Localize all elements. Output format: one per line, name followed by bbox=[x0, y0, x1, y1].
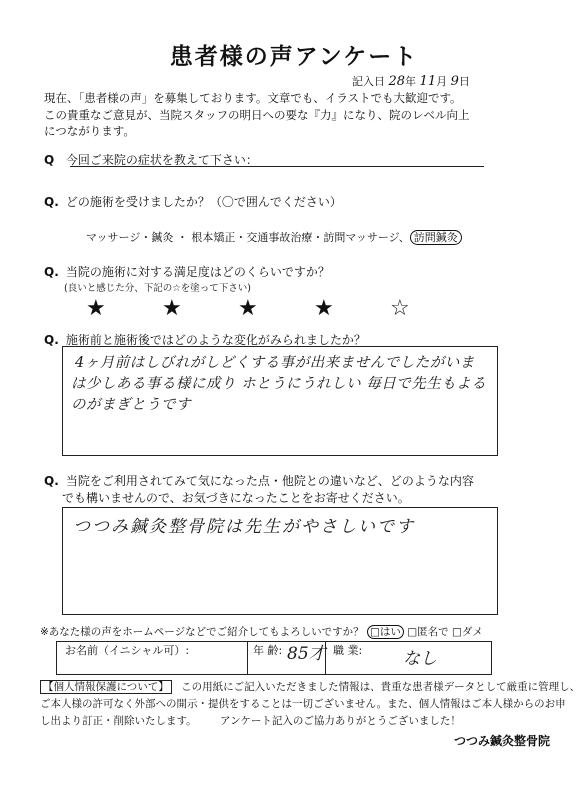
treatment-options bbox=[86, 229, 462, 245]
handwritten-feedback: つつみ鍼灸整骨院は先生がやさしいです bbox=[73, 517, 415, 537]
date-day: 9 bbox=[450, 74, 459, 89]
question-5-text-line1: 当院をご利用されてみて気になった点・他院との違いなど、どのような内容 bbox=[65, 474, 474, 488]
publication-permission bbox=[40, 624, 483, 639]
answer-box-feedback[interactable] bbox=[62, 507, 498, 615]
date-year: 28 bbox=[388, 74, 406, 89]
filled-star-icon[interactable]: ★ bbox=[238, 296, 258, 321]
clinic-name: つつみ鍼灸整骨院 bbox=[453, 734, 550, 748]
handwritten-answer-line: のがまぎとうです bbox=[71, 397, 191, 413]
date-month: 11 bbox=[419, 74, 437, 89]
question-mark: Q bbox=[44, 153, 55, 167]
question-2 bbox=[44, 193, 342, 210]
question-3-instruction: (良いと感じた分、下記の☆を塗って下さい) bbox=[64, 283, 251, 294]
privacy-heading: 【個人情報保護について】 bbox=[40, 680, 172, 694]
question-mark: Q. bbox=[44, 265, 59, 279]
privacy-line: ご本人様の許可なく外部への開示・提供をすることは一切ございません。また、個人情報はご本人様からのお申 bbox=[40, 698, 566, 710]
question-1-text: 今回ご来院の症状を教えて下さい： bbox=[65, 153, 258, 167]
handwritten-answer-line: は少しある事る様に成り ホとうにうれしい 毎日で先生もよる bbox=[71, 376, 487, 392]
intro-line: につながります。 bbox=[44, 124, 135, 138]
age-label: 年 齢: bbox=[253, 644, 283, 657]
cell-divider bbox=[325, 642, 326, 674]
question-mark: Q. bbox=[44, 474, 59, 488]
permission-anonymous-option[interactable]: □匿名で bbox=[407, 626, 449, 638]
question-5 bbox=[44, 472, 474, 489]
empty-star-icon[interactable]: ☆ bbox=[390, 296, 410, 321]
cell-divider bbox=[247, 642, 248, 674]
question-mark: Q. bbox=[44, 195, 59, 209]
privacy-notice bbox=[40, 679, 581, 730]
answer-box-changes[interactable] bbox=[62, 346, 498, 456]
treatment-options-list: マッサージ・鍼灸 ・ 根本矯正・交通事故治療・訪問マッサージ、 bbox=[86, 231, 410, 244]
name-label: お名前（イニシャル可）: bbox=[65, 644, 190, 657]
respondent-info-table bbox=[56, 641, 492, 675]
filled-star-icon[interactable]: ★ bbox=[86, 296, 106, 321]
thanks-message: アンケート記入のご協力ありがとうございました！ bbox=[220, 715, 461, 727]
permission-question: ※あなた様の声をホームページなどでご紹介してもよろしいですか？ bbox=[40, 626, 364, 638]
occupation-value[interactable]: なし bbox=[403, 649, 437, 669]
intro-line: この貴重なご意見が、当院スタッフの明日への要な『力』になり、院のレベル向上 bbox=[44, 107, 470, 122]
filled-star-icon[interactable]: ★ bbox=[162, 296, 182, 321]
question-3-text: 当院の施術に対する満足度はどのくらいですか？ bbox=[65, 265, 330, 279]
survey-title: 患者様の声アンケート bbox=[169, 44, 419, 70]
permission-yes-option[interactable]: □はい bbox=[367, 625, 404, 639]
question-3 bbox=[44, 263, 330, 280]
intro-line: 現在、「患者様の声」を募集しております。文章でも、イラストでも大歓迎です。 bbox=[44, 91, 462, 105]
question-mark: Q. bbox=[44, 333, 59, 347]
satisfaction-rating bbox=[86, 296, 446, 324]
question-1-underline bbox=[70, 166, 484, 167]
question-5-text-line2: でも構いませんので、お気づきになったことをお寄せください。 bbox=[62, 491, 410, 505]
handwritten-answer-line: 4ヶ月前はしびれがしどくする事が出来ませんでしたがいま bbox=[75, 355, 475, 371]
age-value[interactable]: 85才 bbox=[287, 644, 326, 664]
privacy-line: し出より訂正・削除いたします。 bbox=[40, 715, 197, 727]
privacy-line: この用紙にご記入いただきました情報は、貴重な患者様データとして厳重に管理し、 bbox=[181, 681, 581, 693]
filled-star-icon[interactable]: ★ bbox=[314, 296, 334, 321]
date-label: 記入日 bbox=[352, 75, 385, 88]
date-day-unit: 日 bbox=[458, 75, 470, 88]
selected-treatment-option[interactable]: 訪問鍼灸 bbox=[410, 230, 462, 245]
entry-date bbox=[352, 73, 470, 89]
question-4-text: 施術前と施術後ではどのような変化がみられましたか？ bbox=[65, 333, 366, 347]
date-month-unit: 月 bbox=[436, 75, 448, 88]
permission-no-option[interactable]: □ダメ bbox=[451, 626, 483, 638]
date-year-unit: 年 bbox=[405, 75, 417, 88]
question-2-text: どの施術を受けましたか？（〇で囲んでください） bbox=[65, 195, 342, 209]
occupation-label: 職 業: bbox=[333, 644, 363, 657]
intro-text bbox=[44, 90, 470, 140]
